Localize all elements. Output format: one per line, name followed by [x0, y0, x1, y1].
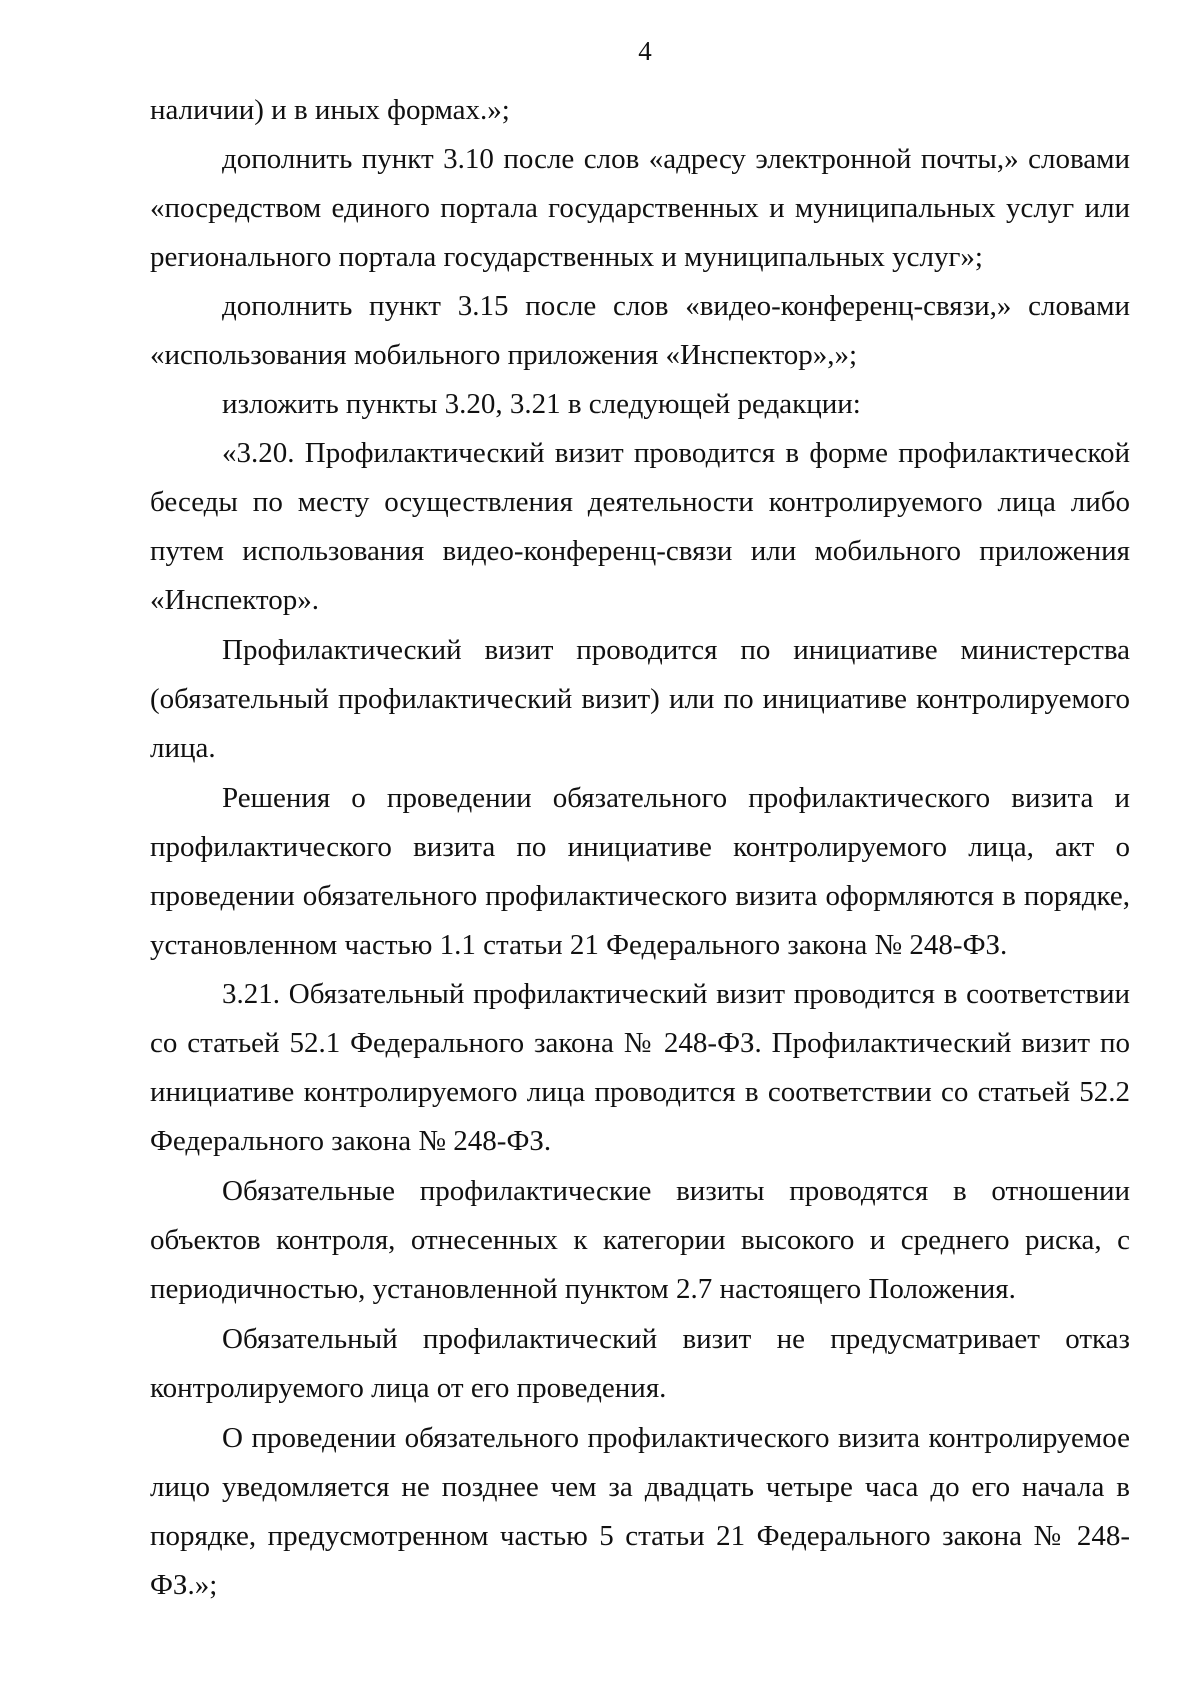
paragraph-2: дополнить пункт 3.10 после слов «адресу электронной почты,» словами «посредством единого портала государственных и муниципальных услуг или регионального портала государственных и муниципальных услуг»; [150, 143, 1130, 273]
paragraph-3: дополнить пункт 3.15 после слов «видео-конференц-связи,» словами «использования мобильного приложения «Инспектор»,»; [150, 290, 1130, 371]
paragraph-5: «3.20. Профилактический визит проводится в форме профилактической беседы по месту осуществления деятельности контролируемого лица либо путем использования видео-конференц-связи или мобильного приложения «Инспектор». [150, 437, 1130, 616]
paragraph-7: Решения о проведении обязательного профилактического визита и профилактического визита по инициативе контролируемого лица, акт о проведении обязательного профилактического визита оформляются в порядке, установленном частью 1.1 статьи 21 Федерального закона № 248-ФЗ. [150, 782, 1130, 961]
paragraph-1: наличии) и в иных формах.»; [150, 94, 510, 126]
paragraph-4: изложить пункты 3.20, 3.21 в следующей редакции: [222, 388, 861, 420]
paragraph-6: Профилактический визит проводится по инициативе министерства (обязательный профилактический визит) или по инициативе контролируемого лица. [150, 634, 1130, 764]
paragraph-9: Обязательные профилактические визиты проводятся в отношении объектов контроля, отнесенных к категории высокого и среднего риска, с периодичностью, установленной пунктом 2.7 настоящего Положения. [150, 1175, 1130, 1305]
paragraph-11: О проведении обязательного профилактического визита контролируемое лицо уведомляется не позднее чем за двадцать четыре часа до его начала в порядке, предусмотренном частью 5 статьи 21 Федерального закона № 248-ФЗ.»; [150, 1422, 1130, 1601]
paragraph-8: 3.21. Обязательный профилактический визит проводится в соответствии со статьей 52.1 Федерального закона № 248-ФЗ. Профилактический визит по инициативе контролируемого лица проводится в соответствии со статьей 52.2 Федерального закона № 248-ФЗ. [150, 978, 1130, 1157]
paragraph-10: Обязательный профилактический визит не предусматривает отказ контролируемого лица от его проведения. [150, 1323, 1130, 1404]
page-number: 4 [638, 36, 652, 66]
document-body [150, 86, 1130, 1610]
